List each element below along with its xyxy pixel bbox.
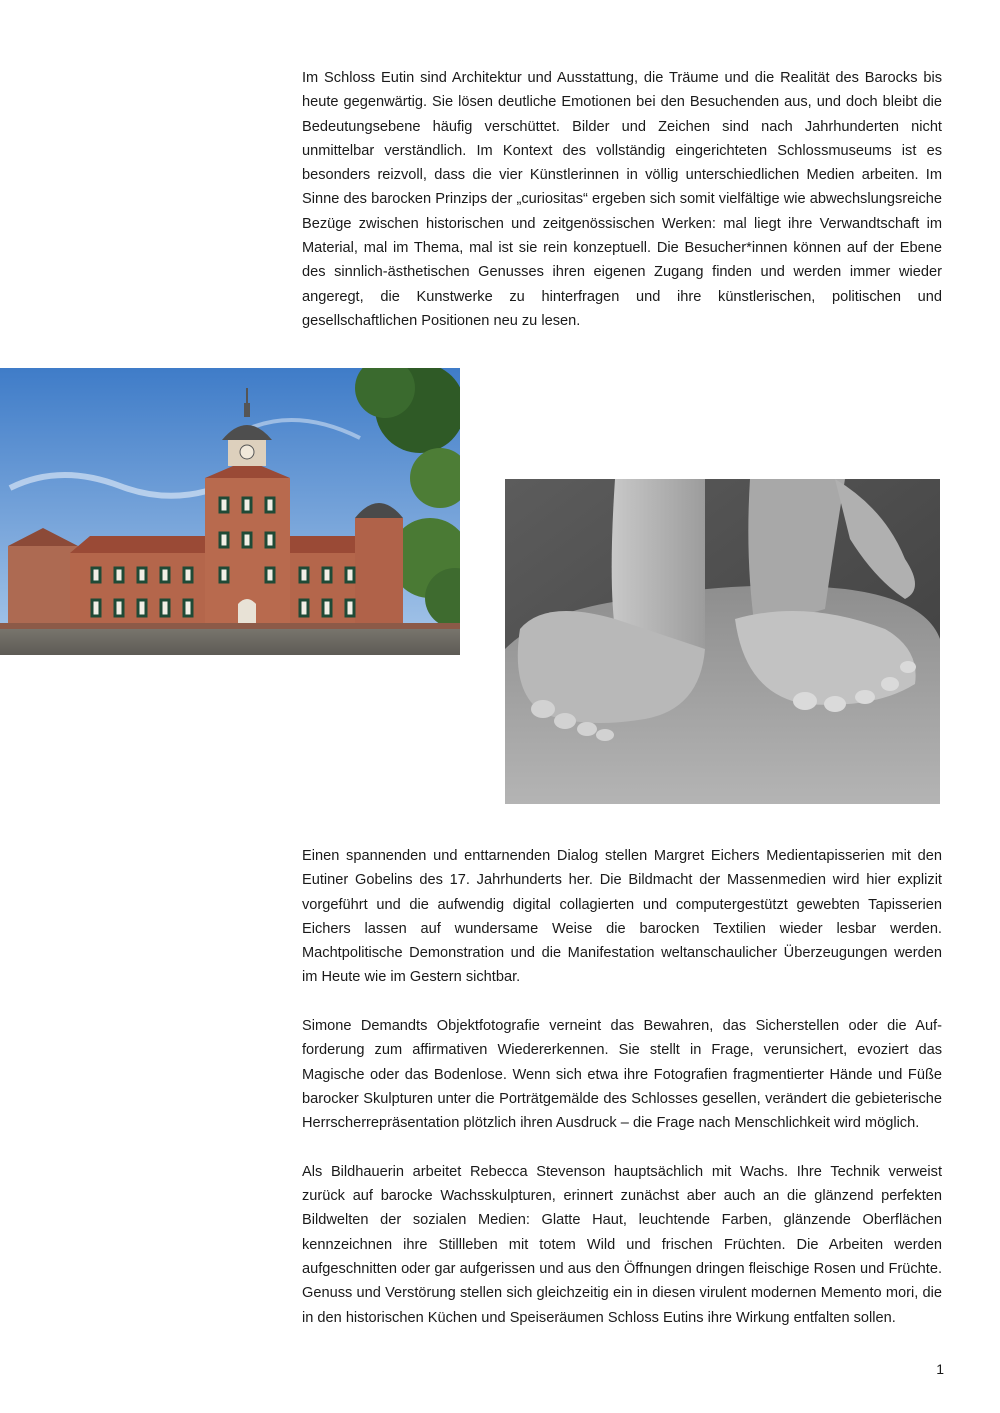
castle-eutin-photo <box>0 368 460 655</box>
paragraph-eichers: Einen spannenden und enttarnenden Dialog stellen Margret Eichers Medientapisserien mit den Eutiner Gobelins des 17. Jahrhunderts her. Die Bildmacht der Massenmedien wird hier explizit vorgeführt und die aufwendig digital collagierten und computergestützt gewebten Tapisserien Eichers lassen auf wundersame Weise die barocken Textilien wieder lesbar werden. Machtpolitische Demonstration und die Manifestation weltanschaulicher Überzeugungen werden im Heute wie im Gestern sichtbar. <box>302 848 942 986</box>
castle-illustration <box>0 368 460 655</box>
page-number: 1 <box>936 1361 944 1377</box>
intro-text <box>302 66 942 333</box>
paragraph-demandt: Simone Demandts Objektfotografie verneint das Bewahren, das Sicherstellen oder die Aufforderung zum affirmativen Wiedererkennen. Sie stellt in Frage, verunsichert, evoziert das Magische oder das Bodenlose. Wenn sich etwa ihre Fotografien fragmentierter Hände und Füße barocker Skulpturen unter die Porträtgemälde des Schlosses gesellen, verändert die gebieterische Herrscherrepräsentation plötzlich ihren Ausdruck – die Frage nach Menschlichkeit wird möglich. <box>302 1018 942 1132</box>
sculpture-feet-photo <box>505 479 940 804</box>
paragraph-stevenson: Als Bildhauerin arbeitet Rebecca Stevenson hauptsächlich mit Wachs. Ihre Technik verweist zurück auf barocke Wachsskulpturen, erinnert zunächst aber auch an die glänzend perfekten Bildwelten der sozialen Medien: Glatte Haut, leuchtende Farben, glänzende Oberflächen kennzeichnen ihre Stillleben mit totem Wild und frischen Früchten. Die Arbeiten werden aufgeschnitten oder gar aufgerissen und aus den Öffnungen dringen fleischige Rosen und Früchte. Genuss und Verstörung stellen sich gleichzeitig ein in diesen virulent modernen Memento mori, die in den historischen Küchen und Speiseräumen Schloss Eutins ihre Wirkung entfalten sollen. <box>302 1163 942 1326</box>
sculpture-feet-illustration <box>505 479 940 804</box>
lower-text <box>302 844 942 1330</box>
intro-paragraph: Im Schloss Eutin sind Architektur und Ausstattung, die Träume und die Realität des Barocks bis heute gegenwärtig. Sie lösen deutliche Emotionen bei den Besuchenden aus, und doch bleibt die Bedeutungsebene häufig verschüttet. Bilder und Zeichen sind nach Jahrhunderten nicht unmittelbar verständlich. Im Kontext des vollständig eingerichteten Schlossmuseums ist es besonders reizvoll, dass die vier Künstlerinnen in völlig unterschiedlichen Medien arbeiten. Im Sinne des barocken Prinzips der „curiositas“ ergeben sich somit vielfältige wie abwechslungsreiche Bezüge zwischen historischen und zeitgenössischen Werken: mal liegt ihre Verwandtschaft im Material, mal im Thema, mal ist sie rein konzeptuell. Die Besucher*innen können auf der Ebene des sinnlich-ästhetischen Genusses ihren eigenen Zugang finden und werden immer wieder angeregt, die Kunstwerke zu hinterfragen und ihre künstlerischen, politischen und gesellschaftlichen Positionen neu zu lesen. <box>302 70 942 329</box>
